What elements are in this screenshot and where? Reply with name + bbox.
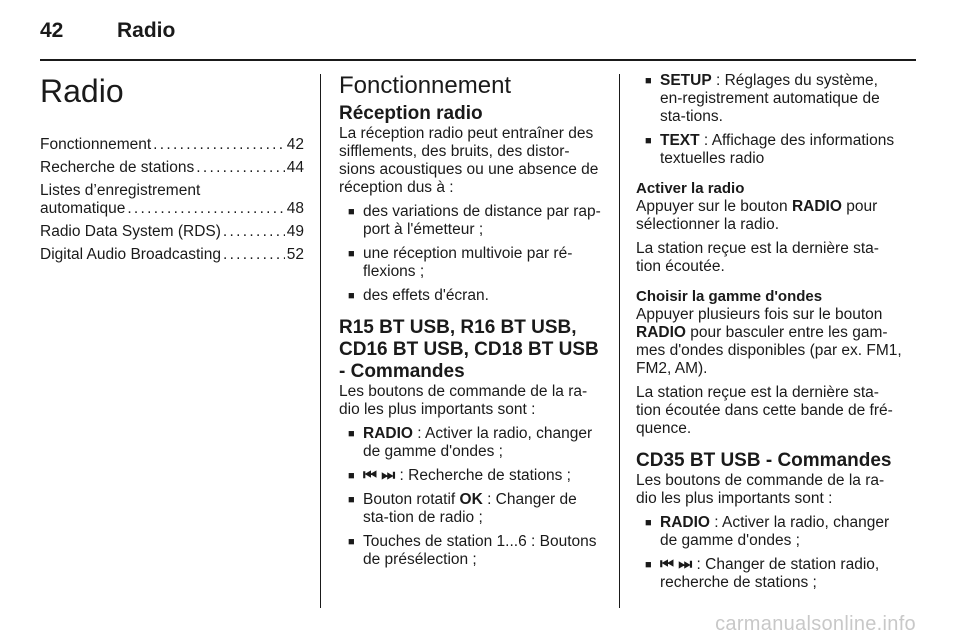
list-item (636, 556, 902, 592)
list-item (339, 491, 603, 527)
toc-label: Digital Audio Broadcasting (40, 246, 221, 263)
list-item (636, 132, 902, 168)
item-text: : Recherche de stations ; (395, 467, 571, 484)
toc-leader (127, 200, 284, 218)
toc-leader (223, 246, 285, 264)
toc-label: Fonctionnement (40, 136, 152, 153)
list-item (339, 467, 603, 485)
text: pour sélectionner la radio. (636, 198, 878, 233)
text: pour basculer entre les gam-mes d'ondes disponibles (par ex. FM1, FM2, AM). (636, 324, 902, 377)
toc-page: 48 (286, 200, 304, 217)
button-name: RADIO (791, 198, 842, 215)
list-item: ■ une réception multivoie par ré-flexions ; (339, 245, 603, 281)
list-item (636, 514, 902, 550)
toc-page: 44 (286, 159, 304, 176)
item-text: Touches de station 1...6 : Boutons de présélection ; (363, 533, 597, 568)
paragraph: La station reçue est la dernière sta-tion écoutée. (636, 240, 879, 275)
subsection-heading: Réception radio (339, 103, 483, 124)
bullet-list (339, 203, 603, 305)
list-item (636, 72, 902, 126)
item-text: : Affichage des informations textuelles radio (660, 132, 895, 167)
button-name: OK (459, 491, 483, 508)
paragraph: La station reçue est la dernière sta-tion écoutée dans cette bande de fré-quence. (636, 384, 893, 437)
toc-page: 49 (286, 223, 304, 240)
table-of-contents (40, 136, 304, 264)
toc-label: Recherche de stations (40, 159, 195, 176)
button-name: RADIO (636, 324, 686, 341)
subsection-heading: Choisir la gamme d'ondes (636, 288, 823, 305)
button-name: SETUP (660, 72, 712, 89)
toc-page: 42 (286, 136, 304, 153)
list-item: ■ des variations de distance par rap-port à l'émetteur ; (339, 203, 603, 239)
section-header: Radio (117, 19, 176, 42)
column-divider-2 (619, 74, 620, 608)
paragraph (636, 306, 902, 378)
list-item: ■ des effets d'écran. (339, 287, 603, 305)
toc-item[interactable] (40, 136, 304, 154)
item-text: : Changer de station radio, recherche de stations ; (660, 556, 880, 591)
button-name: TEXT (660, 132, 700, 149)
header-rule (40, 59, 916, 61)
bullet-list (339, 425, 603, 569)
item-text: : Réglages du système, en-registrement automatique de sta-tions. (660, 72, 880, 125)
paragraph: Les boutons de commande de la ra-dio les plus importants sont : (636, 472, 885, 507)
toc-leader (223, 223, 285, 241)
toc-leader (196, 159, 285, 177)
bullet-list (636, 72, 902, 168)
toc-label: Radio Data System (RDS) (40, 223, 221, 240)
button-name: RADIO (363, 425, 413, 442)
content-column-3 (636, 72, 902, 598)
toc-column (40, 72, 304, 269)
toc-label: automatique (40, 200, 126, 217)
toc-item[interactable] (40, 182, 304, 218)
list-item (339, 533, 603, 569)
subsection-heading: R15 BT USB, R16 BT USB, CD16 BT USB, CD18 BT USB - Commandes (339, 317, 599, 382)
section-title: Fonctionnement (339, 72, 512, 99)
button-name: RADIO (660, 514, 710, 531)
watermark: carmanualsonline.info (715, 613, 916, 635)
toc-item[interactable] (40, 223, 304, 241)
paragraph: La réception radio peut entraîner des sifflements, des bruits, des distor-sions acoustiques ou une absence de réception dus à : (339, 125, 599, 196)
chapter-title: Radio (40, 73, 124, 109)
bullet-list (636, 514, 902, 592)
seek-buttons-icon: ⏮ ⏭ (660, 556, 693, 573)
seek-buttons-icon: ⏮ ⏭ (363, 467, 396, 484)
text: Appuyer plusieurs fois sur le bouton (636, 306, 883, 323)
item-text: : Changer de sta-tion de radio ; (363, 491, 577, 526)
toc-page: 52 (286, 246, 304, 263)
subsection-heading: CD35 BT USB - Commandes (636, 450, 892, 471)
toc-leader (153, 136, 285, 154)
content-column-2 (339, 72, 603, 575)
paragraph: Les boutons de commande de la ra-dio les plus importants sont : (339, 383, 588, 418)
page-number: 42 (40, 19, 64, 42)
column-divider-1 (320, 74, 321, 608)
item-text: : Activer la radio, changer de gamme d'ondes ; (660, 514, 890, 549)
text: Appuyer sur le bouton (636, 198, 792, 215)
toc-label-line: Listes d’enregistrement (40, 182, 201, 199)
toc-item[interactable] (40, 246, 304, 264)
list-item (339, 425, 603, 461)
toc-item[interactable] (40, 159, 304, 177)
item-text: : Activer la radio, changer de gamme d'ondes ; (363, 425, 593, 460)
subsection-heading: Activer la radio (636, 180, 745, 197)
item-text: Bouton rotatif (363, 491, 460, 508)
paragraph (636, 198, 902, 234)
